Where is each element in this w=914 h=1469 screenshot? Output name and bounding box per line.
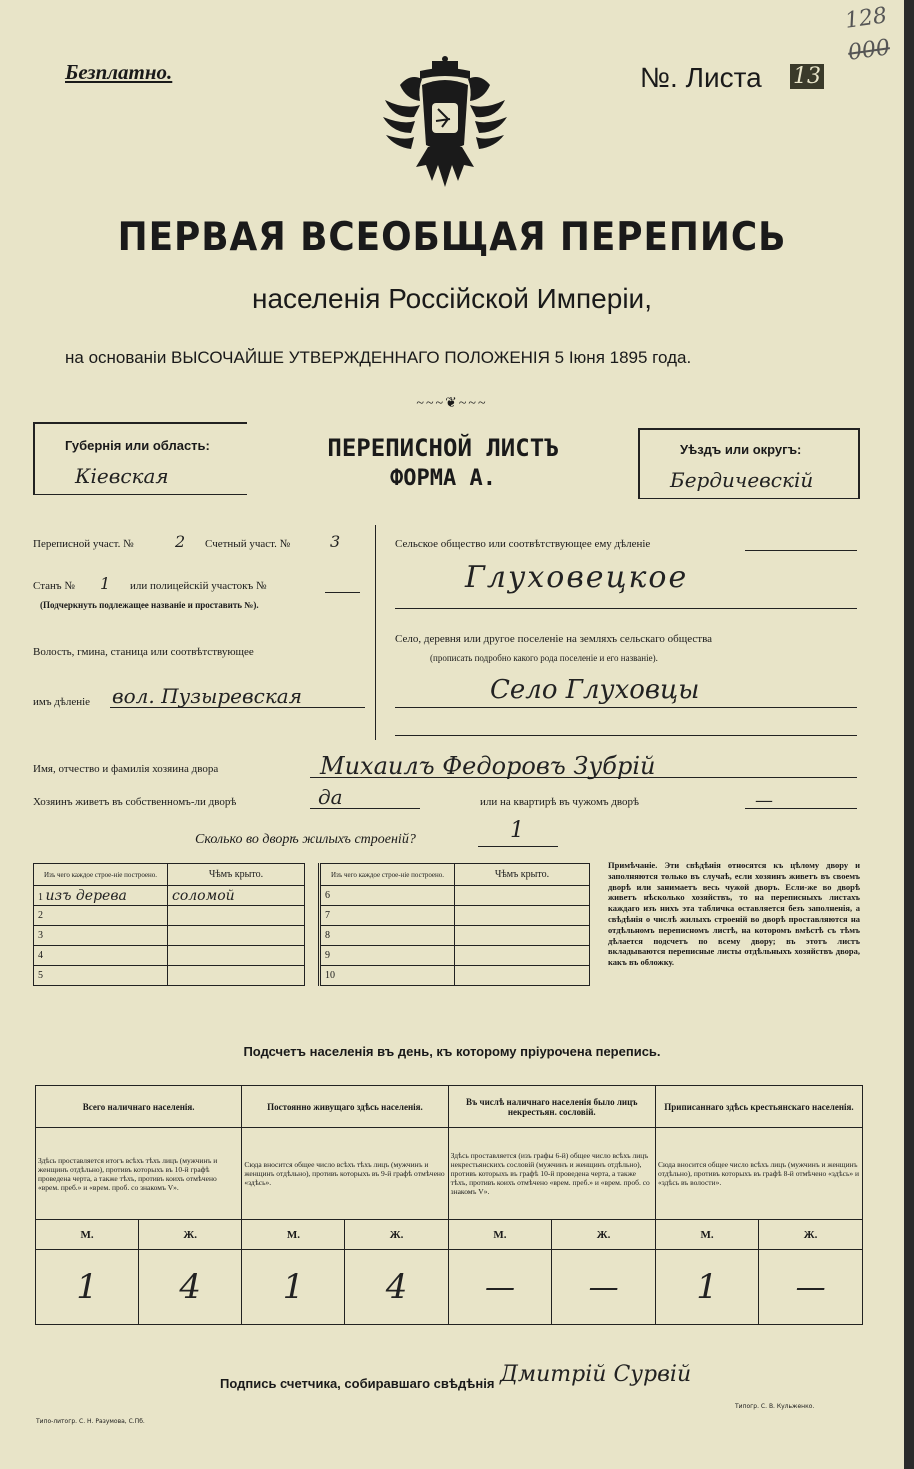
owner-rent-label: или на квартирѣ въ чужомъ дворѣ [480,796,640,808]
population-table [35,1085,863,1325]
row-number: 4 [34,946,168,966]
permanent-male-value: 1 [242,1250,345,1325]
sheet-number-label: №. Листа [640,62,762,93]
printer-left: Типо-литогр. С. Н. Разумова, С.Пб. [36,1418,145,1425]
col-desc-non-peasant: Здѣсь проставляется (изъ графы 6-й) общее число всѣхъ лицъ некрестьянскихъ сословій (мужчинъ и женщинъ отдѣльно), противъ которыхъ въ графѣ 10-й проведена черта, а также тѣхъ, противъ коихъ отмѣчено «врем. преб.» и «врем. проб. со знакомъ V». [448,1128,655,1220]
free-label: Безплатно. [65,60,173,84]
row-number: 10 [320,966,455,986]
table-row [34,906,305,926]
village-note: (прописать подробно какого рода поселеніе и его названіе). [430,653,658,663]
buildings-table-left [33,863,305,986]
guberniya-value: Кіевская [75,464,169,488]
row-number: 6 [320,886,455,906]
table-row [320,966,590,986]
f-label: Ж. [552,1220,656,1250]
table-row [34,966,305,986]
owner-lives-value: да [318,785,343,809]
col-desc-permanent: Сюда вносится общее число всѣхъ тѣхъ лицъ (мужчинъ и женщинъ отдѣльно), противъ которыхъ въ 9-й графѣ отмѣчено «здѣсь». [242,1128,448,1220]
count-area-value: 3 [330,532,341,551]
volost-label-2: имъ дѣленіе [33,696,91,708]
present-male-value: 1 [36,1250,139,1325]
police-label: или полицейскій участокъ № [130,580,267,592]
col-head-registered: Приписаннаго здѣсь крестьянскаго населенія. [655,1086,862,1128]
row-number: 1 [38,891,43,903]
col-head-present: Всего наличнаго населенія. [36,1086,242,1128]
owner-name-label: Имя, отчество и фамилія хозяина двора [33,763,219,775]
col-desc-present: Здѣсь проставляется итогъ всѣхъ тѣхъ лицъ (мужчинъ и женщинъ отдѣльно), противъ которыхъ въ 10-й графѣ проведена черта, а также тѣхъ, противъ коихъ отмѣчено «врем. преб.» и «врем. проб. со знакомъ V». [36,1128,242,1220]
f-label: Ж. [139,1220,242,1250]
census-area-value: 2 [175,532,186,551]
buildings-table-right [318,863,590,986]
col-roof-header: Чѣмъ крыто. [455,864,590,886]
buildings-count-label: Сколько во дворѣ жилыхъ строеній? [195,832,416,847]
printer-right: Типогр. С. В. Кульженко. [735,1403,815,1410]
village-label: Село, деревня или другое поселеніе на земляхъ сельскаго общества [395,633,713,645]
table-row [320,946,590,966]
sheet-number-value: 13 [790,64,824,89]
col-head-non-peasant: Въ числѣ наличнаго населенія было лицъ некрестьян. сословій. [448,1086,655,1128]
col-roof-header: Чѣмъ крыто. [168,864,305,886]
signature-value: Дмитрій Сурвій [500,1362,692,1387]
permanent-female-value: 4 [345,1250,448,1325]
sheet-title: ПЕРЕПИСНОЙ ЛИСТЪ [327,434,559,462]
non-peasant-female-value: — [552,1250,656,1325]
double-headed-eagle-emblem [380,55,510,195]
count-area-label: Счетный участ. № [205,538,291,550]
m-label: М. [242,1220,345,1250]
row-number: 2 [34,906,168,926]
census-area-label: Переписной участ. № [33,538,134,550]
legal-basis: на основаніи ВЫСОЧАЙШЕ УТВЕРЖДЕННАГО ПОЛОЖЕНІЯ 5 Іюня 1895 года. [65,348,692,367]
row-number: 8 [320,926,455,946]
registered-male-value: 1 [655,1250,758,1325]
present-female-value: 4 [139,1250,242,1325]
volost-value: вол. Пузыревская [112,684,302,708]
col-desc-registered: Сюда вносится общее число всѣхъ лицъ (мужчинъ и женщинъ отдѣльно), противъ которыхъ въ графѣ 8-й отмѣчено «здѣсь» и «здѣсь въ волости». [655,1128,862,1220]
row-number: 3 [34,926,168,946]
table-row [320,906,590,926]
buildings-note: Примѣчаніе. Эти свѣдѣнія относятся къ цѣлому двору и заполняются только въ случаѣ, если хозяинъ живетъ въ своемъ дворѣ или занимаетъ весь чужой дворъ. Если-же во дворѣ живетъ нѣсколько хозяйствъ, то на переписныхъ листахъ каждаго изъ нихъ эта табличка оставляется безъ заполненія, а свѣдѣнія о числѣ жилыхъ строеній во дворѣ проставляются на отдѣльномъ переписномъ листѣ, на которомъ вмѣстѣ съ тѣмъ дѣлается подсчетъ по всему двору; въ этотъ листъ вкладываются переписные листы отдѣльныхъ хозяйствъ двора, какъ въ обложку. [608,860,860,968]
m-label: М. [448,1220,552,1250]
buildings-count-value: 1 [510,818,524,843]
stan-label: Станъ № [33,580,75,592]
material-value: изъ дерева [45,887,127,904]
table-row [34,946,305,966]
corner-number: 128 [843,3,889,34]
volost-label: Волость, гмина, станица или соотвѣтствующее [33,646,254,658]
table-row [320,886,590,906]
owner-rent-value: — [755,790,773,811]
village-value: Село Глуховцы [490,675,700,705]
underline-note: (Подчеркнуть подлежащее названіе и проставить №). [40,600,259,610]
subtitle: населенія Россійской Имперіи, [252,283,652,314]
col-material-header: Изъ чего каждое строе-ніе построено. [320,864,455,886]
field-divider [375,525,376,740]
row-number: 9 [320,946,455,966]
owner-name-value: Михаилъ Федоровъ Зубрій [320,752,656,780]
f-label: Ж. [345,1220,448,1250]
roof-value: соломой [168,886,305,906]
ornament-divider: ~~~❦~~~ [416,396,488,411]
guberniya-label: Губернія или область: [65,438,210,453]
m-label: М. [36,1220,139,1250]
col-head-permanent: Постоянно живущаго здѣсь населенія. [242,1086,448,1128]
form-title: ФОРМА А. [390,466,496,491]
corner-number-2: 000 [846,35,892,66]
signature-label: Подпись счетчика, собиравшаго свѣдѣнія [220,1376,495,1391]
registered-female-value: — [759,1250,863,1325]
guberniya-box [33,422,247,495]
row-number: 5 [34,966,168,986]
m-label: М. [655,1220,758,1250]
main-title: ПЕРВАЯ ВСЕОБЩАЯ ПЕРЕПИСЬ [117,215,787,260]
row-number: 7 [320,906,455,926]
uezd-box [638,428,860,499]
f-label: Ж. [759,1220,863,1250]
table-row [34,926,305,946]
owner-lives-label: Хозяинъ живетъ въ собственномъ-ли дворѣ [33,796,237,808]
stan-value: 1 [100,574,111,593]
society-value: Глуховецкое [465,560,689,595]
uezd-label: Уѣздъ или округъ: [680,442,802,457]
population-title: Подсчетъ населенія въ день, къ которому пріурочена перепись. [243,1044,661,1059]
non-peasant-male-value: — [448,1250,552,1325]
table-row [34,886,305,906]
uezd-value: Бердичевскій [670,468,814,492]
society-label: Сельское общество или соотвѣтствующее ему дѣленіе [395,538,651,550]
col-material-header: Изъ чего каждое строе-ніе построено. [34,864,168,886]
table-row [320,926,590,946]
